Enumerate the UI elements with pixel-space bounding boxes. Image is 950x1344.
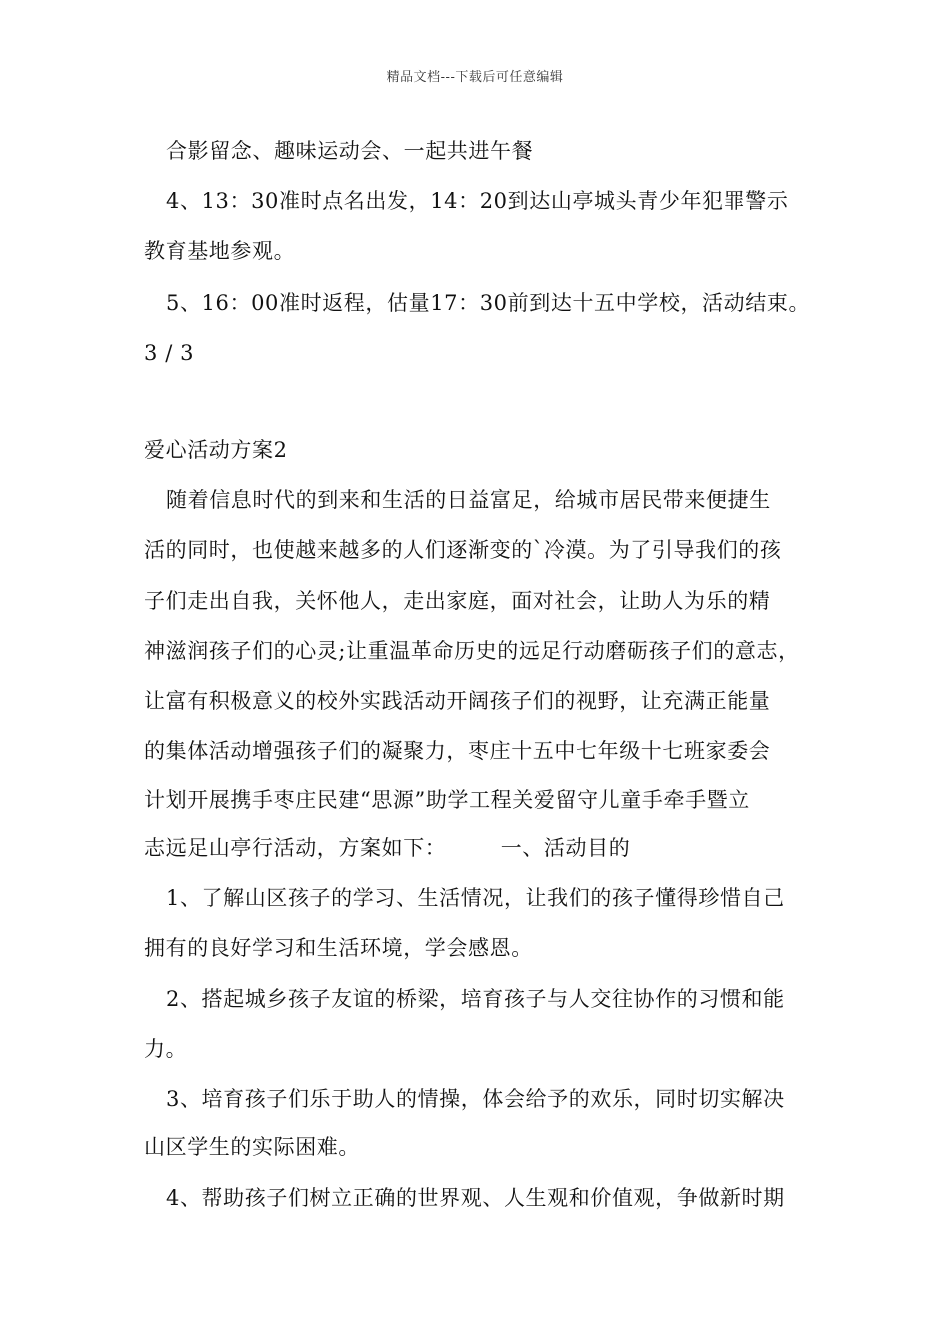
paragraph-line: 活的同时，也使越来越多的人们逐渐变的`冷漠。为了引导我们的孩 [144, 538, 782, 562]
page-header: 精品文档---下载后可任意编辑 [386, 70, 564, 85]
paragraph-line: 计划开展携手枣庄民建“思源”助学工程关爱留守儿童手牵手暨立 [144, 788, 750, 812]
paragraph-line: 志远足山亭行活动，方案如下： 一、活动目的 [144, 836, 631, 860]
goal-3-line-2: 山区学生的实际困难。 [144, 1135, 360, 1159]
paragraph-line: 子们走出自我，关怀他人，走出家庭，面对社会，让助人为乐的精 [144, 589, 771, 613]
goal-1-line-1: 1、了解山区孩子的学习、生活情况，让我们的孩子懂得珍惜自己 [166, 886, 785, 910]
item-4-line-2: 教育基地参观。 [144, 239, 296, 263]
item-5-line-1: 5、16：00准时返程，估量17：30前到达十五中学校，活动结束。 [166, 291, 811, 315]
goal-2-line-2: 力。 [144, 1037, 188, 1061]
goal-3-line-1: 3、培育孩子们乐于助人的情操，体会给予的欢乐，同时切实解决 [166, 1087, 785, 1111]
page-number: 3 / 3 [144, 341, 195, 365]
paragraph-line: 让富有积极意义的校外实践活动开阔孩子们的视野，让充满正能量 [144, 689, 771, 713]
goal-2-line-1: 2、搭起城乡孩子友谊的桥梁，培育孩子与人交往协作的习惯和能 [166, 987, 785, 1011]
paragraph-line: 随着信息时代的到来和生活的日益富足，给城市居民带来便捷生 [166, 488, 771, 512]
item-4-line-1: 4、13：30准时点名出发，14：20到达山亭城头青少年犯罪警示 [166, 189, 789, 213]
goal-1-line-2: 拥有的良好学习和生活环境，学会感恩。 [144, 936, 533, 960]
paragraph-line: 的集体活动增强孩子们的凝聚力，枣庄十五中七年级十七班家委会 [144, 739, 771, 763]
activity-line: 合影留念、趣味运动会、一起共进午餐 [166, 139, 534, 163]
paragraph-line: 神滋润孩子们的心灵;让重温革命历史的远足行动磨砺孩子们的意志， [144, 639, 800, 663]
section-title: 爱心活动方案2 [144, 438, 288, 462]
goal-4-line-1: 4、帮助孩子们树立正确的世界观、人生观和价值观，争做新时期 [166, 1186, 785, 1210]
